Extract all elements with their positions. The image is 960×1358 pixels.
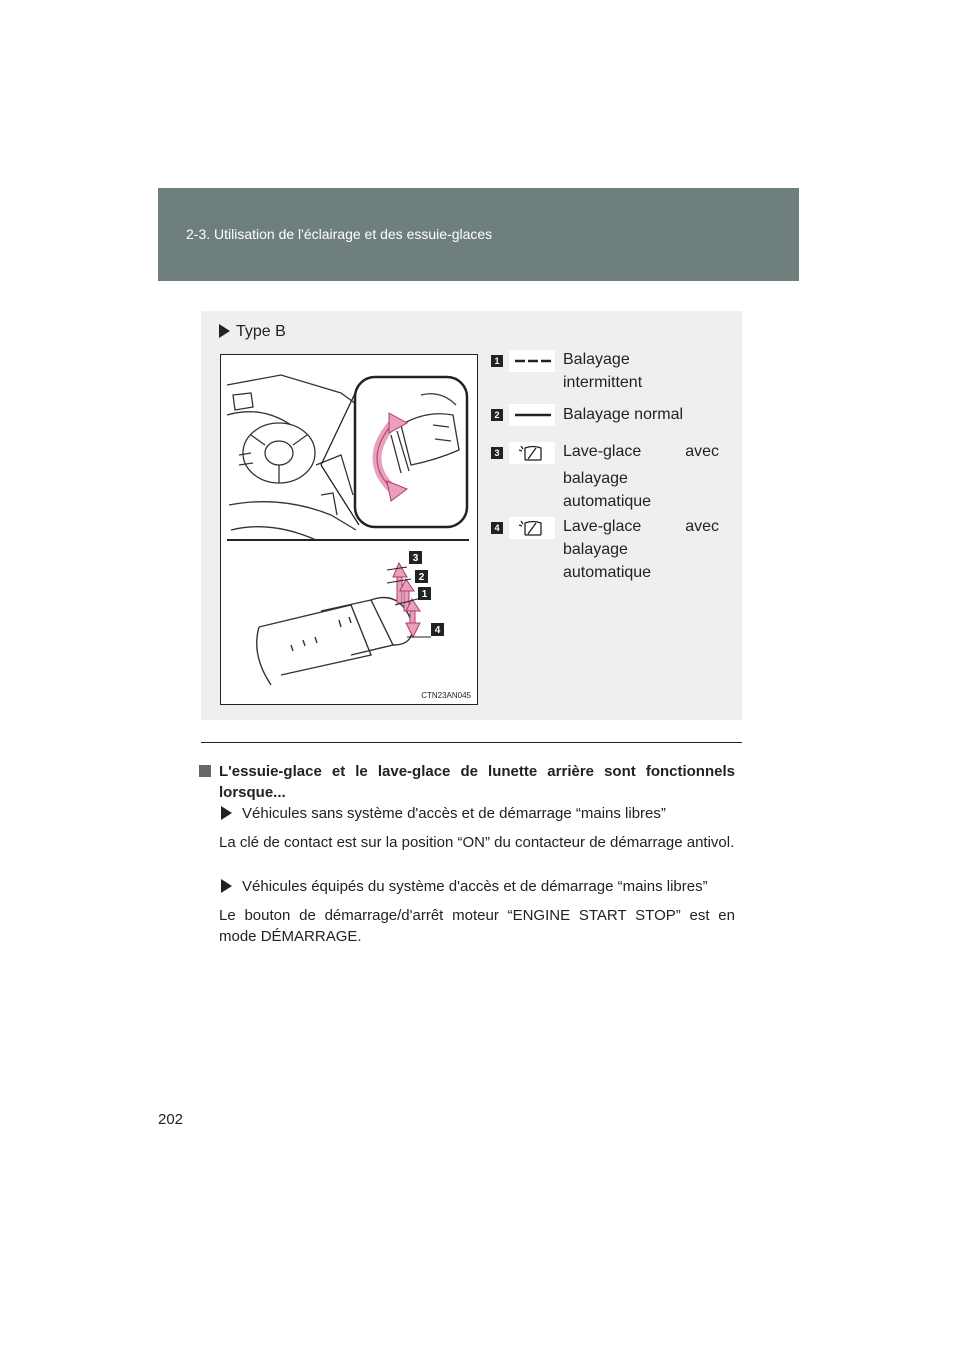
solid-line-icon — [509, 404, 555, 426]
legend-line: automatique — [563, 493, 652, 510]
legend-line: balayage — [563, 541, 628, 558]
type-label — [219, 323, 286, 341]
legend-line: automatique — [563, 564, 652, 581]
square-bullet-icon — [199, 765, 211, 777]
legend-number: 1 — [491, 355, 503, 367]
figure-code: CTN23AN045 — [421, 691, 471, 700]
type-label-text: Type B — [236, 323, 286, 340]
legend-line: intermittent — [563, 374, 643, 391]
dashed-line-icon — [509, 350, 555, 372]
section-title: 2-3. Utilisation de l'éclairage et des essuie-glaces — [186, 226, 493, 242]
legend-number: 2 — [491, 409, 503, 421]
legend-line: Lave-glace avec — [563, 518, 719, 535]
legend-line: balayage — [563, 470, 628, 487]
washer-icon — [509, 517, 555, 539]
bullet-item — [221, 805, 666, 822]
wiper-lever-figure — [220, 354, 478, 705]
legend-line: Balayage normal — [563, 406, 684, 423]
triangle-bullet-icon — [221, 879, 232, 893]
paragraph: La clé de contact est sur la position “ON” du contacteur de démarrage antivol. — [219, 834, 735, 851]
section-divider — [201, 742, 742, 743]
bullet-text: Véhicules équipés du système d'accès et de démarrage “mains libres” — [242, 878, 708, 895]
section-header — [158, 188, 799, 281]
legend-number: 3 — [491, 447, 503, 459]
callout-4-label: 4 — [434, 625, 441, 636]
page-number: 202 — [158, 1111, 184, 1128]
section-heading-text: L'essuie-glace et le lave-glace de lunette arrière sont fonctionnels lorsque... — [219, 763, 735, 801]
triangle-bullet-icon — [219, 324, 230, 338]
wiper-lever-illustration — [221, 355, 477, 704]
legend-line: Lave-glace avec — [563, 443, 719, 460]
bullet-text: Véhicules sans système d'accès et de démarrage “mains libres” — [242, 805, 666, 822]
callout-1-label: 1 — [421, 589, 428, 600]
section-heading — [219, 761, 735, 803]
callout-2-label: 2 — [418, 572, 425, 583]
illustration-panel — [201, 311, 742, 720]
paragraph: Le bouton de démarrage/d'arrêt moteur “ENGINE START STOP” est en mode DÉMARRAGE. — [219, 907, 735, 945]
callout-3-label: 3 — [412, 553, 419, 564]
washer-icon — [509, 442, 555, 464]
legend-number: 4 — [491, 522, 503, 534]
triangle-bullet-icon — [221, 806, 232, 820]
legend-line: Balayage — [563, 351, 630, 368]
bullet-item — [221, 878, 708, 895]
